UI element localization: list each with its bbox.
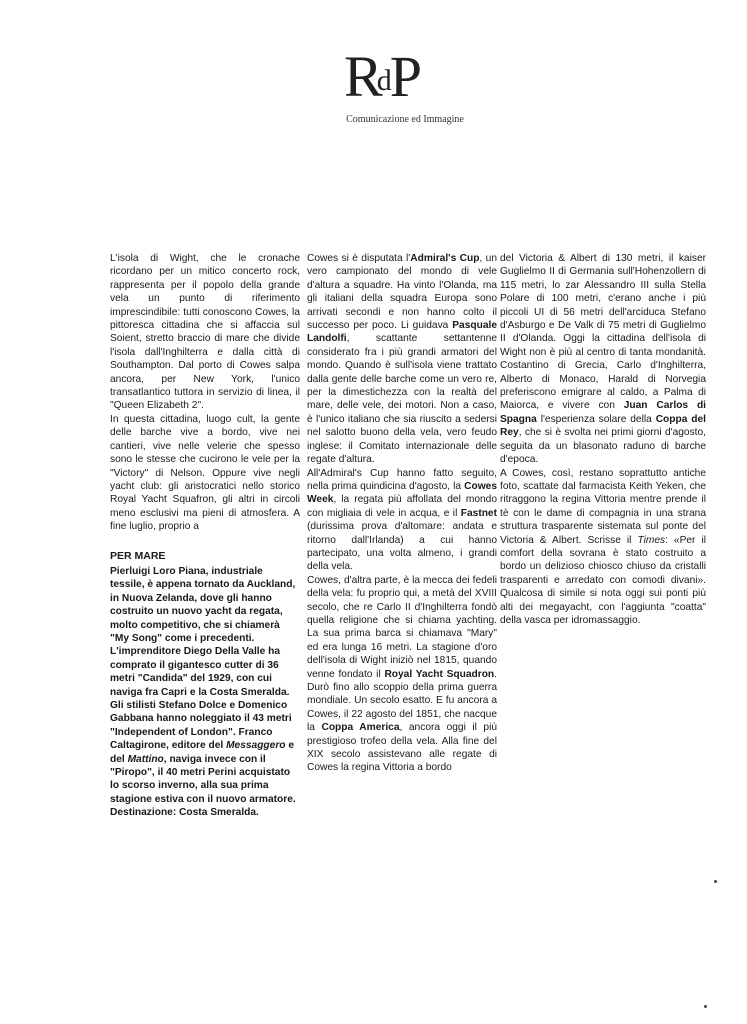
scan-speck bbox=[704, 1005, 707, 1008]
scan-speck bbox=[714, 880, 717, 883]
sidebar-box bbox=[110, 550, 300, 820]
paragraph: All'Admiral's Cup hanno fatto seguito, nella prima quindicina d'agosto, la Cowes Week, la regata più affollata del mondo con migliaia di vele in acqua, e il Fastnet (durissima prova d'altomare: andata e ritorno dall'Irlanda) a cui hanno partecipato, una volta almeno, i grandi della vela. bbox=[307, 467, 497, 573]
article-column-3 bbox=[500, 252, 706, 627]
sidebar-heading: PER MARE bbox=[110, 549, 166, 562]
logo-monogram: RdP bbox=[344, 44, 416, 109]
article-column-2 bbox=[307, 252, 497, 775]
sidebar-destination: Destinazione: Costa Smeralda. bbox=[110, 807, 259, 819]
logo-tagline: Comunicazione ed Immagine bbox=[346, 114, 464, 125]
rdp-logo bbox=[330, 42, 480, 132]
paragraph: A Cowes, così, restano soprattutto antiche foto, scattate dal farmacista Keith Yeken, che ritraggono la regina Vittoria mentre prende il tè con le dame di compagnia in una strana struttura trasparente sistemata sul ponte del Victoria & Albert. Scrisse il Times: «Per il comfort della sovrana è stato costruito a bordo un delizioso chiosco chiuso da cristalli trasparenti e arredato con comodi divani». Qualcosa di simile si nota oggi sui ponti più alti dei megayacht, con l'aggiunta "coatta" della vasca per idromassaggio. bbox=[500, 467, 706, 626]
paragraph: Cowes, d'altra parte, è la mecca dei fedeli della vela: fu proprio qui, a metà del XVIII secolo, che re Carlo II d'Inghilterra fondò quella religione che si chiama yachting. La sua prima barca si chiamava "Mary" ed era lunga 16 metri. La stagione d'oro dell'isola di Wight iniziò nel 1815, quando venne fondato il Royal Yacht Squadron. Durò fino allo scoppio della prima guerra mondiale. Un secolo esatto. E fu ancora a Cowes, il 22 agosto del 1851, che nacque la Coppa America, ancora oggi il più prestigioso trofeo della vela. Alla fine del XIX secolo assistevano alle regate di Cowes la regina Vittoria a bordo bbox=[307, 574, 498, 774]
sidebar-body: Pierluigi Loro Piana, industriale tessile, è appena tornato da Auckland, in Nuova Zelanda, dove gli hanno costruito un nuovo yacht da regata, molto competitivo, che si chiamerà "My Song" come i precedenti. L'imprenditore Diego Della Valle ha comprato il gigantesco cutter di 36 metri "Candida" del 1929, con cui naviga fra Capri e la Costa Smeralda. Gli stilisti Stefano Dolce e Domenico Gabbana hanno noleggiato il 43 metri "Independent of London". Franco Caltagirone, editore del Messaggero e del Mattino, naviga invece con il "Piropo", il 40 metri Perini acquistato lo scorso inverno, alla sua prima stagione estiva con il nuovo armatore. Destinazione: Costa Smeralda. bbox=[110, 565, 296, 819]
paragraph: Cowes si è disputata l'Admiral's Cup, un vero campionato del mondo di vele d'altura a squadre. Ha vinto l'Olanda, ma gli italiani della squadra Europa sono arrivati secondi e non hanno colto il successo per poco. Li guidava Pasquale Landolfi, scattante settantenne considerato fra i più grandi armatori del mondo. Quando è sull'isola viene trattato dalla gente delle barche come un vero re, per la dimestichezza con la realtà del mare, delle vele, dei motori. Non a caso, è l'unico italiano che sia riuscito a sedersi nel salotto buono della vela, vero feudo inglese: il Comitato internazionale delle regate d'altura. bbox=[307, 253, 497, 466]
paragraph: del Victoria & Albert di 130 metri, il kaiser Guglielmo II di Germania sull'Hohenzollern di 115 metri, lo zar Alessandro III sulla Stella Polare di 100 metri, c'erano anche i più piccoli UI di 56 metri dell'arciduca Stefano d'Asburgo e De Valk di 75 metri di Guglielmo II d'Olanda. Oggi la cittadina dell'isola di Wight non è più al centro di tanta mondanità. Costantino di Grecia, Carlo d'Inghilterra, Alberto di Monaco, Harald di Norvegia preferiscono emigrare al caldo, a Palma di Maiorca, e vivere con Juan Carlos di Spagna l'esperienza solare della Coppa del Rey, che si è svolta nei primi giorni d'agosto, seguita da un blasonato raduno di barche d'epoca. bbox=[500, 253, 706, 466]
paragraph: L'isola di Wight, che le cronache ricordano per un mitico concerto rock, rappresenta per il popolo della grande vela un punto di riferimento imprescindibile: tutti conoscono Cowes, la pittoresca cittadina che si affaccia sul Soient, stretto braccio di mare che divide l'isola dall'Inghilterra e dalla città di Southampton. Dal porto di Cowes salpa ancora, per New York, l'unico transatlantico tuttora in servizio di linea, il "Queen Elizabeth 2". bbox=[110, 253, 300, 412]
paragraph: In questa cittadina, luogo cult, la gente delle barche vive a bordo, vive nei cantieri, vive nelle velerie che spesso sono le stesse che cucirono le vele per la "Victory" di Nelson. Oppure vive negli yacht club: gli aristocratici nello storico Royal Yacht Squafron, gli altri in circoli meno esclusivi ma pieni di atmosfera. A fine luglio, proprio a bbox=[110, 413, 300, 533]
article-column-1 bbox=[110, 252, 300, 820]
